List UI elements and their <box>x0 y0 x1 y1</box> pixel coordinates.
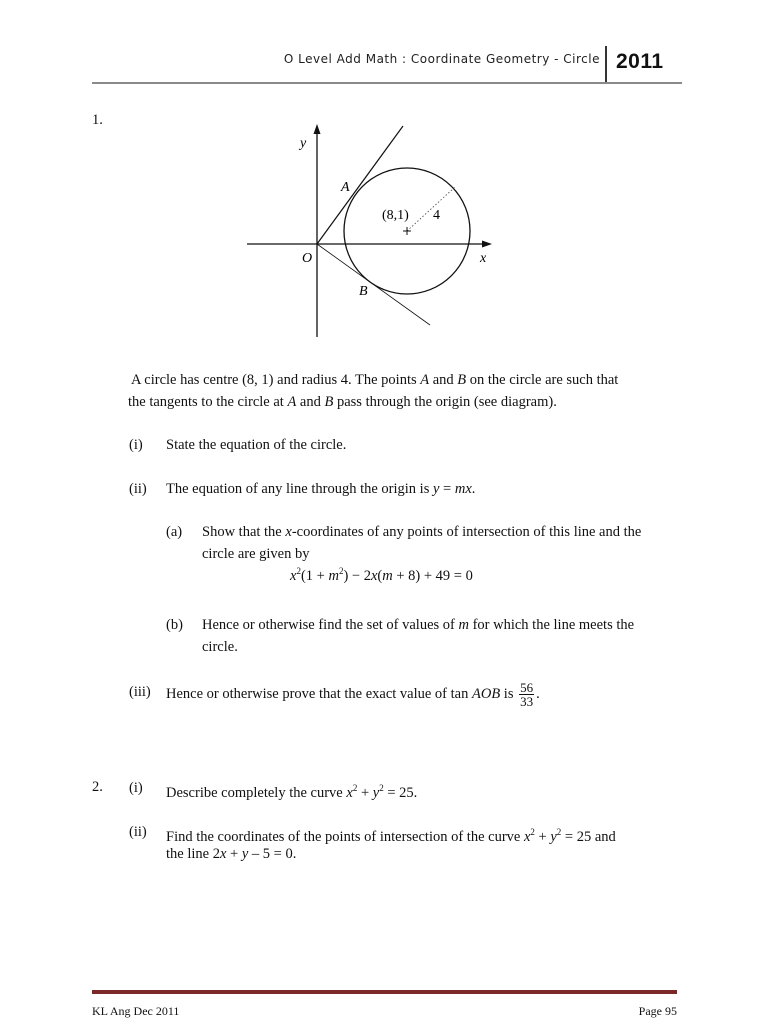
q1-intro-text: the tangents to the circle at <box>128 394 288 410</box>
label-centre: (8,1) <box>382 208 409 223</box>
q1-a-label: (a) <box>166 524 183 540</box>
label-y: y <box>300 136 307 151</box>
q1-a-equation: $x^2(1 + m^2) - 2x(m + 8) + 49 = 0$ <box>290 566 473 584</box>
q1-b-text-part: Hence or otherwise find the set of values of <box>202 617 459 633</box>
q1-number: 1. <box>92 112 103 128</box>
footer-page: Page 95 <box>638 1004 677 1018</box>
q1-intro-line2 <box>128 391 557 413</box>
footer-left: KL Ang Dec 2011 <box>92 1004 180 1018</box>
fraction-numerator: 56 <box>520 680 534 695</box>
header-year: 2011 <box>616 50 664 73</box>
q1-i-label: (i) <box>129 437 143 453</box>
q2-i-text <box>166 777 417 804</box>
q2-ii-y: y <box>241 846 249 862</box>
q1-b-m: m <box>458 617 469 633</box>
footer-rule <box>92 990 677 994</box>
label-A: A <box>341 180 350 195</box>
q2-ii-text-part: = 25 and <box>561 828 616 845</box>
q1-ii-text <box>166 478 475 500</box>
q1-ii-mx: mx <box>454 481 472 497</box>
label-radius: 4 <box>433 208 440 223</box>
q1-intro-text: A circle has centre (8, 1) and radius 4. The points <box>131 372 421 388</box>
q2-i-text-part: = 25. <box>383 784 418 801</box>
q1-ii-text-part: = <box>439 481 455 497</box>
q1-iii-text-part: . <box>536 685 540 702</box>
radius-line <box>407 187 455 231</box>
q1-a-text-part: Show that the <box>202 524 286 540</box>
q2-ii-text-part: + <box>226 846 242 862</box>
q1-iii-text-part: is <box>500 685 518 702</box>
q1-intro-B: B <box>324 394 334 410</box>
header-title: O Level Add Math : Coordinate Geometry - Circle <box>283 52 600 66</box>
q2-i-text-part: Describe completely the curve <box>166 784 347 801</box>
q2-i-curve-expr: $x^2 + y^2$ <box>346 783 384 801</box>
q1-ii-text-part: The equation of any line through the origin is <box>166 481 433 497</box>
q1-intro-A: A <box>287 394 297 410</box>
y-axis-arrow <box>314 124 321 134</box>
q1-iii-aob: AOB <box>471 685 501 702</box>
q1-a-x: x <box>285 524 292 540</box>
q1-b-text-part: for which the line meets the <box>468 617 635 633</box>
label-x: x <box>480 251 487 266</box>
tangent-line-A <box>317 126 403 244</box>
q2-ii-x: x <box>219 846 227 862</box>
label-origin: O <box>302 251 313 266</box>
q1-ii-label: (ii) <box>129 481 147 497</box>
q1-a-line2: circle are given by <box>202 546 310 562</box>
q1-intro-text: pass through the origin (see diagram). <box>333 394 557 410</box>
q1-a-text-part: -coordinates of any points of intersection of this line and the <box>291 524 642 540</box>
q1-iii-label: (iii) <box>129 684 151 700</box>
q1-iii-text-part: Hence or otherwise prove that the exact value of tan <box>166 685 472 702</box>
circle-tangent-diagram <box>0 0 768 360</box>
q2-ii-line2 <box>166 843 296 865</box>
q1-intro-line1 <box>131 369 618 391</box>
q1-intro-B: B <box>457 372 467 388</box>
q2-ii-label: (ii) <box>129 824 147 840</box>
q1-intro-text: on the circle are such that <box>466 372 619 388</box>
q1-ii-y: y <box>432 481 440 497</box>
q2-ii-text-part: Find the coordinates of the points of intersection of the curve <box>166 828 524 845</box>
q1-intro-text: and <box>429 372 458 388</box>
label-B: B <box>359 284 368 299</box>
q1-iii-text <box>166 681 540 708</box>
x-axis-arrow <box>482 241 492 248</box>
q2-i-label: (i) <box>129 780 143 796</box>
q2-ii-text-part: – 5 = 0. <box>248 846 297 862</box>
q1-b-line2: circle. <box>202 639 238 655</box>
q1-i-text: State the equation of the circle. <box>166 437 347 453</box>
q2-ii-curve-expr: $x^2 + y^2$ <box>523 827 562 845</box>
q2-ii-text-part: the line 2 <box>166 846 220 862</box>
q1-iii-fraction <box>519 681 534 708</box>
q1-b-line1 <box>202 614 634 636</box>
q1-a-line1 <box>202 521 641 543</box>
q1-intro-A: A <box>420 372 430 388</box>
q1-b-label: (b) <box>166 617 183 633</box>
tangent-line-B <box>317 244 430 325</box>
q2-number: 2. <box>92 779 103 795</box>
fraction-denominator: 33 <box>520 694 534 709</box>
q1-ii-text-part: . <box>471 481 476 497</box>
q1-intro-text: and <box>296 394 325 410</box>
